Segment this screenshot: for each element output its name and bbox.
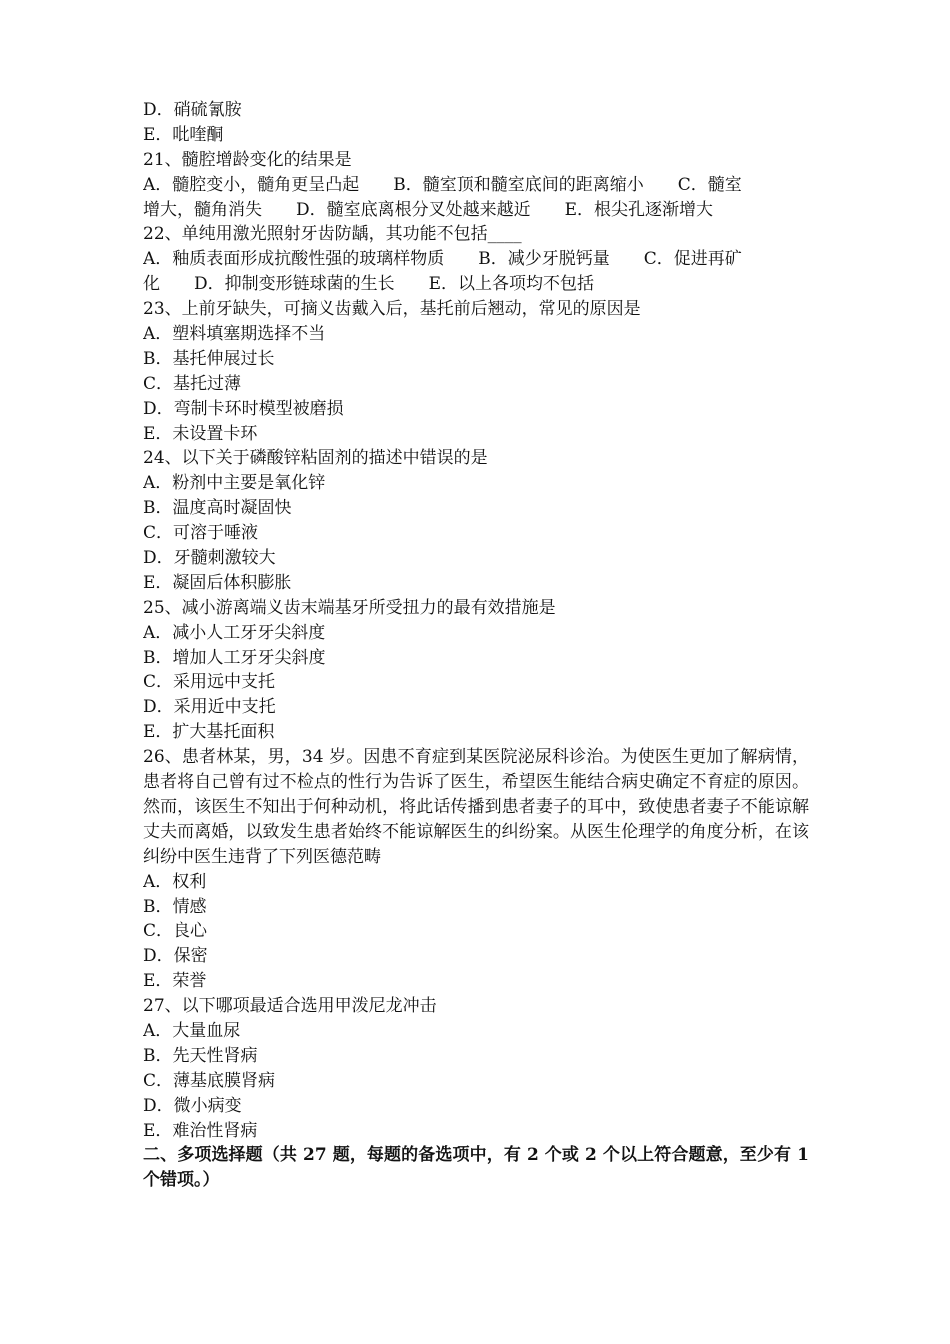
text-line: C．薄基底膜肾病: [143, 1070, 276, 1091]
text-line: D．保密: [143, 946, 208, 967]
text-line: E．吡喹酮: [143, 124, 224, 145]
text-line: D．采用近中支托: [143, 697, 276, 718]
text-line: D．硝硫氰胺: [143, 100, 242, 120]
text-line: E．荣誉: [143, 971, 207, 992]
text-line: B．先天性肾病: [143, 1045, 258, 1066]
question-block-top: [143, 98, 809, 745]
text-line: D．牙髓刺激较大: [143, 548, 276, 569]
text-line: B．增加人工牙牙尖斜度: [143, 647, 326, 668]
text-line: E．未设置卡环: [143, 423, 258, 444]
question-26-paragraph: [143, 745, 809, 870]
text-line: C．良心: [143, 921, 208, 942]
text-line: A．大量血尿: [143, 1021, 241, 1042]
text-line: D．弯制卡环时模型被磨损: [143, 398, 344, 419]
question-26-text: 26、患者林某，男，34 岁。因患不育症到某医院泌尿科诊治。为使医生更加了解病情，患者将自己曾有过不检点的性行为告诉了医生，希望医生能结合病史确定不育症的原因。然而，该医生不知出于何种动机，将此话传播到患者妻子的耳中，致使患者妻子不能谅解丈夫而离婚，以致发生患者始终不能谅解医生的纠纷案。从医生伦理学的角度分析，在该纠纷中医生违背了下列医德范畴: [143, 747, 809, 867]
text-line: B．温度高时凝固快: [143, 498, 292, 519]
text-line: 22、单纯用激光照射牙齿防龋，其功能不包括____: [143, 224, 522, 245]
text-line: 24、以下关于磷酸锌粘固剂的描述中错误的是: [143, 448, 488, 469]
text-line: 23、上前牙缺失，可摘义齿戴入后，基托前后翘动，常见的原因是: [143, 299, 641, 320]
text-line: E．凝固后体积膨胀: [143, 572, 292, 593]
text-line: E．扩大基托面积: [143, 722, 275, 743]
text-line: A．减小人工牙牙尖斜度: [143, 622, 326, 643]
section-heading-text: 二、多项选择题（共 27 题，每题的备选项中，有 2 个或 2 个以上符合题意，至少有 1 个错项。）: [143, 1145, 809, 1191]
text-line: E．难治性肾病: [143, 1120, 258, 1141]
text-line: A．粉剂中主要是氧化锌: [143, 473, 326, 494]
text-line: A．釉质表面形成抗酸性强的玻璃样物质 B．减少牙脱钙量 C．促进再矿: [143, 249, 742, 270]
text-line: 增大，髓角消失 D．髓室底离根分叉处越来越近 E．根尖孔逐渐增大: [143, 199, 714, 220]
text-line: A．塑料填塞期选择不当: [143, 324, 326, 345]
text-line: B．情感: [143, 896, 207, 917]
text-line: C．采用远中支托: [143, 672, 276, 693]
text-line: D．微小病变: [143, 1095, 242, 1116]
section-heading: [143, 1143, 809, 1193]
text-line: B．基托伸展过长: [143, 348, 275, 369]
text-line: C．基托过薄: [143, 373, 242, 394]
text-line: A．髓腔变小，髓角更呈凸起 B．髓室顶和髓室底间的距离缩小 C．髓室: [143, 174, 742, 195]
document-body: [143, 98, 809, 1193]
text-line: C．可溶于唾液: [143, 523, 259, 544]
text-line: 21、髓腔增龄变化的结果是: [143, 149, 352, 170]
question-block-bottom: [143, 870, 809, 1144]
text-line: 27、以下哪项最适合选用甲泼尼龙冲击: [143, 996, 437, 1017]
text-line: A．权利: [143, 871, 207, 892]
text-line: 25、减小游离端义齿末端基牙所受扭力的最有效措施是: [143, 597, 556, 618]
text-line: 化 D．抑制变形链球菌的生长 E．以上各项均不包括: [143, 274, 595, 295]
